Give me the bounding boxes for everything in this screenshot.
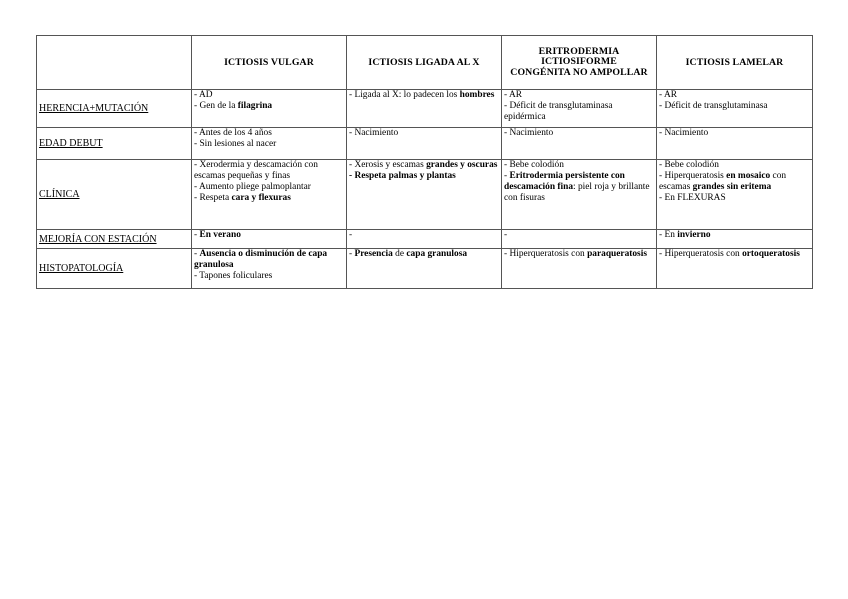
cell-clinica-ligada <box>347 160 502 230</box>
cell-text: - Antes de los 4 años <box>194 128 272 138</box>
cell-bold-text: grandes sin eritema <box>692 182 772 192</box>
table-row <box>37 249 813 289</box>
cell-herencia-lamelar <box>657 90 813 128</box>
cell-clinica-lamelar <box>657 160 813 230</box>
cell-edad-eritrodermia <box>502 128 657 160</box>
cell-edad-vulgar <box>192 128 347 160</box>
cell-text: - Hiperqueratosis con <box>504 249 588 259</box>
cell-text: - <box>504 230 508 240</box>
cell-bold-text: invierno <box>677 230 711 240</box>
cell-text: de <box>392 249 407 259</box>
cell-text: - AR <box>659 90 677 100</box>
cell-text: - Sin lesiones al nacer <box>194 139 277 149</box>
cell-text: - Nacimiento <box>504 128 554 138</box>
cell-text: - AD <box>194 90 213 100</box>
cell-edad-ligada <box>347 128 502 160</box>
cell-bold-text: grandes y oscuras <box>426 160 498 170</box>
header-eritrodermia: ERITRODERMIA ICTIOSIFORME CONGÉNITA NO AMPOLLAR <box>502 36 657 90</box>
table-row <box>37 90 813 128</box>
cell-histo-lamelar <box>657 249 813 289</box>
cell-text: - Déficit de transglutaminasa <box>659 101 768 111</box>
cell-clinica-vulgar <box>192 160 347 230</box>
cell-bold-text: en mosaico <box>726 171 771 181</box>
cell-text: - Xerodermia y descamación con escamas pequeñas y finas <box>194 160 318 181</box>
cell-text: - En <box>659 230 678 240</box>
cell-text: - <box>349 230 353 240</box>
cell-bold-text: filagrina <box>237 101 273 111</box>
header-ictiosis-vulgar: ICTIOSIS VULGAR <box>192 36 347 90</box>
cell-clinica-eritrodermia <box>502 160 657 230</box>
cell-bold-text: cara y flexuras <box>231 193 291 203</box>
cell-text: - Déficit de transglutaminasa epidérmica <box>504 101 613 122</box>
cell-text: con escamas <box>659 171 787 192</box>
cell-bold-text: Ausencia o disminución de capa granulosa <box>194 249 328 270</box>
header-empty <box>37 36 192 90</box>
cell-text: - <box>349 249 355 259</box>
table-row <box>37 230 813 249</box>
cell-mejoria-eritrodermia <box>502 230 657 249</box>
cell-bold-text: - Respeta palmas y plantas <box>349 171 456 181</box>
cell-bold-text: capa granulosa <box>406 249 468 259</box>
cell-text: - Gen de la <box>194 101 238 111</box>
cell-text: - En FLEXURAS <box>659 193 726 203</box>
cell-text: - Ligada al X: lo padecen los <box>349 90 460 100</box>
cell-text: - Hiperqueratosis con <box>659 249 743 259</box>
cell-text: - Bebe colodión <box>504 160 564 170</box>
cell-text: - Xerosis y escamas <box>349 160 427 170</box>
header-ictiosis-lamelar: ICTIOSIS LAMELAR <box>657 36 813 90</box>
cell-mejoria-ligada <box>347 230 502 249</box>
cell-text: - AR <box>504 90 522 100</box>
cell-bold-text: En verano <box>199 230 241 240</box>
cell-text: - Nacimiento <box>659 128 709 138</box>
row-label-edad: EDAD DEBUT <box>37 128 192 160</box>
cell-bold-text: Eritrodermia persistente con descamación fina <box>504 171 625 192</box>
row-label-mejoria: MEJORÍA CON ESTACIÓN <box>37 230 192 249</box>
header-ictiosis-ligada-x: ICTIOSIS LIGADA AL X <box>347 36 502 90</box>
cell-bold-text: Presencia <box>354 249 393 259</box>
row-label-clinica: CLÍNICA <box>37 160 192 230</box>
cell-herencia-ligada <box>347 90 502 128</box>
cell-text: - <box>194 230 200 240</box>
cell-bold-text: ortoqueratosis <box>742 249 800 259</box>
cell-text: - Nacimiento <box>349 128 399 138</box>
cell-bold-text: hombres <box>459 90 495 100</box>
row-label-herencia: HERENCIA+MUTACIÓN <box>37 90 192 128</box>
cell-text: - <box>194 249 200 259</box>
header-row <box>37 36 813 90</box>
cell-histo-ligada <box>347 249 502 289</box>
cell-text: - Tapones foliculares <box>194 271 273 281</box>
cell-mejoria-lamelar <box>657 230 813 249</box>
cell-text: : piel roja y brillante con fisuras <box>504 182 650 203</box>
cell-edad-lamelar <box>657 128 813 160</box>
table-row <box>37 128 813 160</box>
cell-histo-eritrodermia <box>502 249 657 289</box>
cell-text: - Bebe colodión <box>659 160 719 170</box>
row-label-histopatologia: HISTOPATOLOGÍA <box>37 249 192 289</box>
cell-herencia-eritrodermia <box>502 90 657 128</box>
cell-histo-vulgar <box>192 249 347 289</box>
cell-bold-text: paraqueratosis <box>587 249 647 259</box>
table-row <box>37 160 813 230</box>
cell-herencia-vulgar <box>192 90 347 128</box>
cell-text: - Aumento pliege palmoplantar <box>194 182 311 192</box>
cell-mejoria-vulgar <box>192 230 347 249</box>
cell-text: - <box>504 171 510 181</box>
cell-text: - Respeta <box>194 193 232 203</box>
cell-text: - Hiperqueratosis <box>659 171 727 181</box>
ichthyosis-comparison-table <box>36 35 813 289</box>
